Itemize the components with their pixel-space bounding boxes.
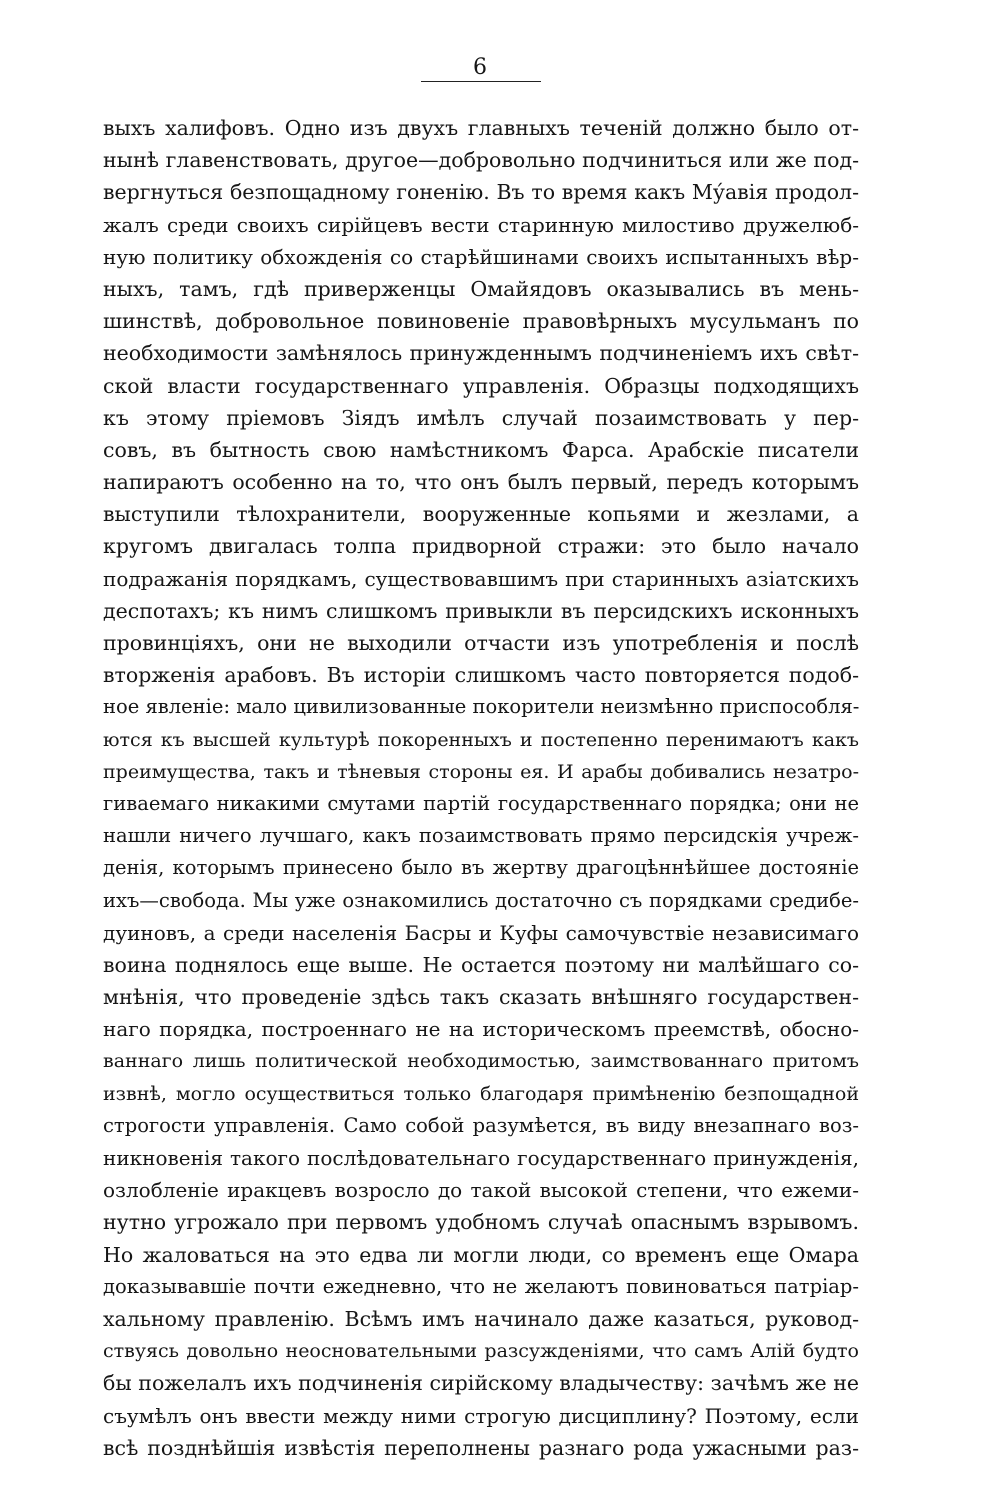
text-line: денія, которымъ принесено было въ жертву драгоцѣннѣйшее достояніе (103, 856, 859, 880)
text-line: преимущества, такъ и тѣневыя стороны ея. И арабы добивались незатро- (103, 760, 859, 783)
text-line: ской власти государственнаго управленія. Образцы подходящихъ (103, 373, 859, 398)
header-rule (421, 81, 541, 82)
text-line: извнѣ, могло осуществиться только благодаря примѣненію безпощадной (103, 1082, 859, 1105)
text-line: ются къ высшей культурѣ покоренныхъ и постепенно перенимаютъ какъ (103, 728, 859, 751)
page-number: 6 (473, 55, 487, 80)
text-line: Но жаловаться на это едва ли могли люди, со временъ еще Омара (103, 1242, 859, 1267)
text-line: ствуясь довольно неосновательными разсужденіями, что самъ Алій будто (103, 1340, 859, 1363)
text-line: ныхъ, тамъ, гдѣ приверженцы Омайядовъ оказывались въ мень- (103, 276, 859, 301)
text-line: нашли ничего лучшаго, какъ позаимствовать прямо персидскія учреж- (103, 824, 859, 848)
body-text (103, 112, 859, 1464)
text-line: всѣ позднѣйшія извѣстія переполнены разнаго рода ужасными раз- (103, 1435, 859, 1460)
text-line: ваннаго лишь политической необходимостью, заимствованнаго притомъ (103, 1050, 859, 1073)
text-line: гиваемаго никакими смутами партій государственнаго порядка; они не (103, 791, 859, 815)
text-line: съумѣлъ онъ ввести между ними строгую дисциплину? Поэтому, если (103, 1403, 859, 1428)
text-line: шинствѣ, добровольное повиновеніе правовѣрныхъ мусульманъ по (103, 309, 859, 334)
text-line: жалъ среди своихъ сирійцевъ вести старинную милостиво дружелюб- (103, 212, 859, 237)
text-line: вторженія арабовъ. Въ исторіи слишкомъ часто повторяется подоб- (103, 663, 859, 688)
text-line: нутно угрожало при первомъ удобномъ случаѣ опаснымъ взрывомъ. (103, 1210, 859, 1235)
text-line: ное явленіе: мало цивилизованные покорители неизмѣнно приспособля- (103, 695, 859, 719)
text-line: бы пожелалъ ихъ подчиненія сирійскому владычеству: зачѣмъ же не (103, 1371, 859, 1396)
text-line: нынѣ главенствовать, другое—добровольно подчиниться или же под- (103, 148, 859, 173)
text-line: дуиновъ, а среди населенія Басры и Куфы самочувствіе независимаго (103, 920, 859, 945)
text-line: доказывавшіе почти ежедневно, что не желаютъ повиноваться патріар- (103, 1274, 859, 1298)
text-line: озлобленіе иракцевъ возросло до такой высокой степени, что ежеми- (103, 1178, 859, 1203)
text-line: вергнуться безпощадному гоненію. Въ то время какъ Му́авія продол- (103, 180, 859, 205)
text-line: хальному правленію. Всѣмъ имъ начинало даже казаться, руковод- (103, 1306, 859, 1331)
text-line: къ этому пріемовъ Зіядъ имѣлъ случай позаимствовать у пер- (103, 405, 859, 430)
text-line: деспотахъ; къ нимъ слишкомъ привыкли въ персидскихъ исконныхъ (103, 598, 859, 623)
text-line: никновенія такого послѣдовательнаго государственнаго принужденія, (103, 1146, 859, 1170)
text-line: ную политику обхожденія со старѣйшинами своихъ испытанныхъ вѣр- (103, 244, 859, 269)
text-line: мнѣнія, что проведеніе здѣсь такъ сказать внѣшняго государствен- (103, 985, 859, 1010)
text-line: наго порядка, построеннаго не на историческомъ преемствѣ, обосно- (103, 1017, 859, 1042)
text-line: выхъ халифовъ. Одно изъ двухъ главныхъ теченій должно было от- (103, 116, 859, 140)
text-line: выступили тѣлохранители, вооруженные копьями и жезлами, а (103, 502, 859, 527)
text-line: совъ, въ бытность свою намѣстникомъ Фарса. Арабскіе писатели (103, 437, 859, 462)
text-line: ихъ—свобода. Мы уже ознакомились достаточно съ порядками средибе- (103, 888, 859, 912)
text-line: кругомъ двигалась толпа придворной стражи: это было начало (103, 534, 859, 559)
text-line: воина поднялось еще выше. Не остается поэтому ни малѣйшаго со- (103, 952, 859, 977)
text-line: напираютъ особенно на то, что онъ былъ первый, передъ которымъ (103, 470, 859, 495)
text-line: подражанія порядкамъ, существовавшимъ при старинныхъ азіатскихъ (103, 566, 859, 591)
text-line: провинціяхъ, они не выходили отчасти изъ употребленія и послѣ (103, 631, 859, 655)
text-line: необходимости замѣнялось принужденнымъ подчиненіемъ ихъ свѣт- (103, 341, 859, 366)
text-line: строгости управленія. Само собой разумѣется, въ виду внезапнаго воз- (103, 1113, 859, 1137)
